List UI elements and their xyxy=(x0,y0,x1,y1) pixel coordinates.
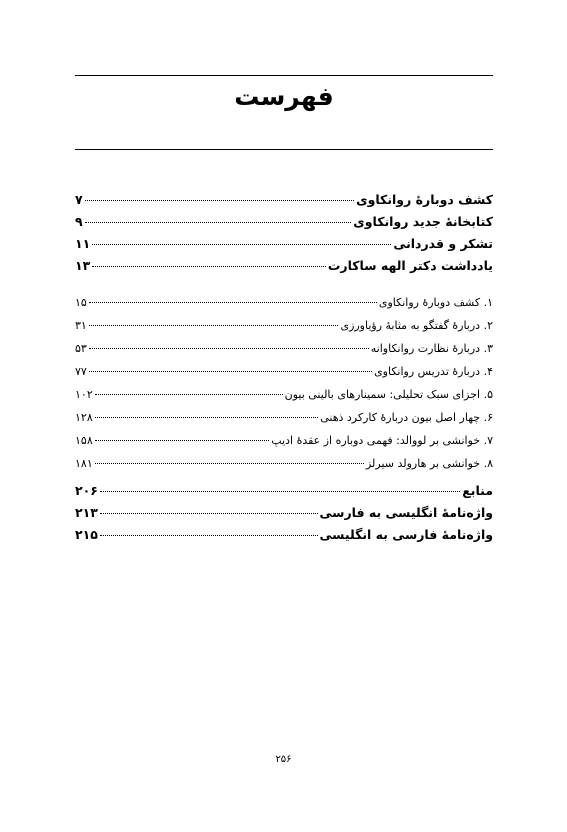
toc-entry-label: ۵. اجزای سبک تحلیلی: سمینارهای بالینی بیون xyxy=(284,388,493,401)
toc-entry-label: ۲. دربارهٔ گفتگو به مثابهٔ رؤیاورزی xyxy=(340,319,493,332)
page-title: فهرست xyxy=(234,82,334,111)
toc-entry-label: ۶. چهار اصل بیون دربارهٔ کارکرد ذهنی xyxy=(320,411,493,424)
toc-entry[interactable] xyxy=(75,211,493,233)
toc-entry-label: ۴. دربارهٔ تدریس روانکاوی xyxy=(374,365,493,378)
toc-entry[interactable] xyxy=(75,189,493,211)
toc-entry-page: ۹ xyxy=(75,214,83,229)
leader-dots xyxy=(100,479,460,493)
toc-entry-label: ۸. خوانشی بر هارولد سیرلز xyxy=(365,457,493,470)
toc-entry-page: ۳۱ xyxy=(75,319,87,332)
toc-entry-label: واژه‌نامهٔ فارسی به انگلیسی xyxy=(319,527,493,542)
toc-entry[interactable] xyxy=(75,360,493,383)
toc-entry[interactable] xyxy=(75,337,493,360)
toc-entry-label: کشف دوبارهٔ روانکاوی xyxy=(356,192,493,207)
toc-entry-page: ۷۷ xyxy=(75,365,87,378)
toc-entry[interactable] xyxy=(75,233,493,255)
leader-dots xyxy=(85,210,352,224)
toc-entry-label: کتابخانهٔ جدید روانکاوی xyxy=(353,214,493,229)
toc-entry-label: ۳. دربارهٔ نظارت روانکاوانه xyxy=(370,342,493,355)
toc-entry[interactable] xyxy=(75,291,493,314)
toc-back-matter xyxy=(75,480,493,546)
leader-dots xyxy=(92,232,391,246)
toc-entry[interactable] xyxy=(75,314,493,337)
toc-entry[interactable] xyxy=(75,524,493,546)
leader-dots xyxy=(85,188,355,202)
leader-dots xyxy=(89,291,377,303)
page-number: ۲۵۶ xyxy=(275,754,292,765)
leader-dots xyxy=(92,254,326,268)
toc-entry[interactable] xyxy=(75,452,493,475)
toc-entry-label: یادداشت دکتر الهه ساکارت xyxy=(327,258,493,273)
leader-dots xyxy=(100,523,318,537)
toc-entry-label: واژه‌نامهٔ انگلیسی به فارسی xyxy=(319,505,493,520)
toc-entry-page: ۱۳ xyxy=(75,258,91,273)
toc-entry-label: ۱. کشف دوبارهٔ روانکاوی xyxy=(378,296,493,309)
toc-entry-page: ۱۵۸ xyxy=(75,434,93,447)
toc-entry[interactable] xyxy=(75,480,493,502)
toc-entry-page: ۱۱ xyxy=(75,236,91,251)
toc-entry-page: ۱۸۱ xyxy=(75,457,93,470)
toc-entry-page: ۲۱۳ xyxy=(75,505,98,520)
top-rule xyxy=(75,75,493,76)
toc-entry-label: ۷. خوانشی بر لووالد: فهمی دوباره از عقدهٔ ادیپ xyxy=(271,434,493,447)
toc-entry[interactable] xyxy=(75,255,493,277)
leader-dots xyxy=(100,501,318,515)
toc-entry-page: ۱۵ xyxy=(75,296,87,309)
toc-entry-page: ۲۱۵ xyxy=(75,527,98,542)
leader-dots xyxy=(95,452,364,464)
toc-entry-page: ۱۰۲ xyxy=(75,388,93,401)
toc-entry-label: منابع xyxy=(462,483,493,498)
toc-entry[interactable] xyxy=(75,429,493,452)
leader-dots xyxy=(95,429,270,441)
leader-dots xyxy=(95,406,318,418)
toc-entry-page: ۲۰۶ xyxy=(75,483,98,498)
toc-front-matter xyxy=(75,189,493,277)
toc-entry-page: ۷ xyxy=(75,192,83,207)
toc-entry[interactable] xyxy=(75,502,493,524)
leader-dots xyxy=(95,383,283,395)
leader-dots xyxy=(89,337,369,349)
leader-dots xyxy=(89,360,372,372)
toc-entry-label: تشکر و قدردانی xyxy=(393,236,493,251)
toc-entry[interactable] xyxy=(75,383,493,406)
leader-dots xyxy=(89,314,339,326)
bottom-rule xyxy=(75,149,493,150)
toc-chapters xyxy=(75,291,493,475)
toc-entry-page: ۱۲۸ xyxy=(75,411,93,424)
toc-entry-page: ۵۳ xyxy=(75,342,87,355)
toc-entry[interactable] xyxy=(75,406,493,429)
